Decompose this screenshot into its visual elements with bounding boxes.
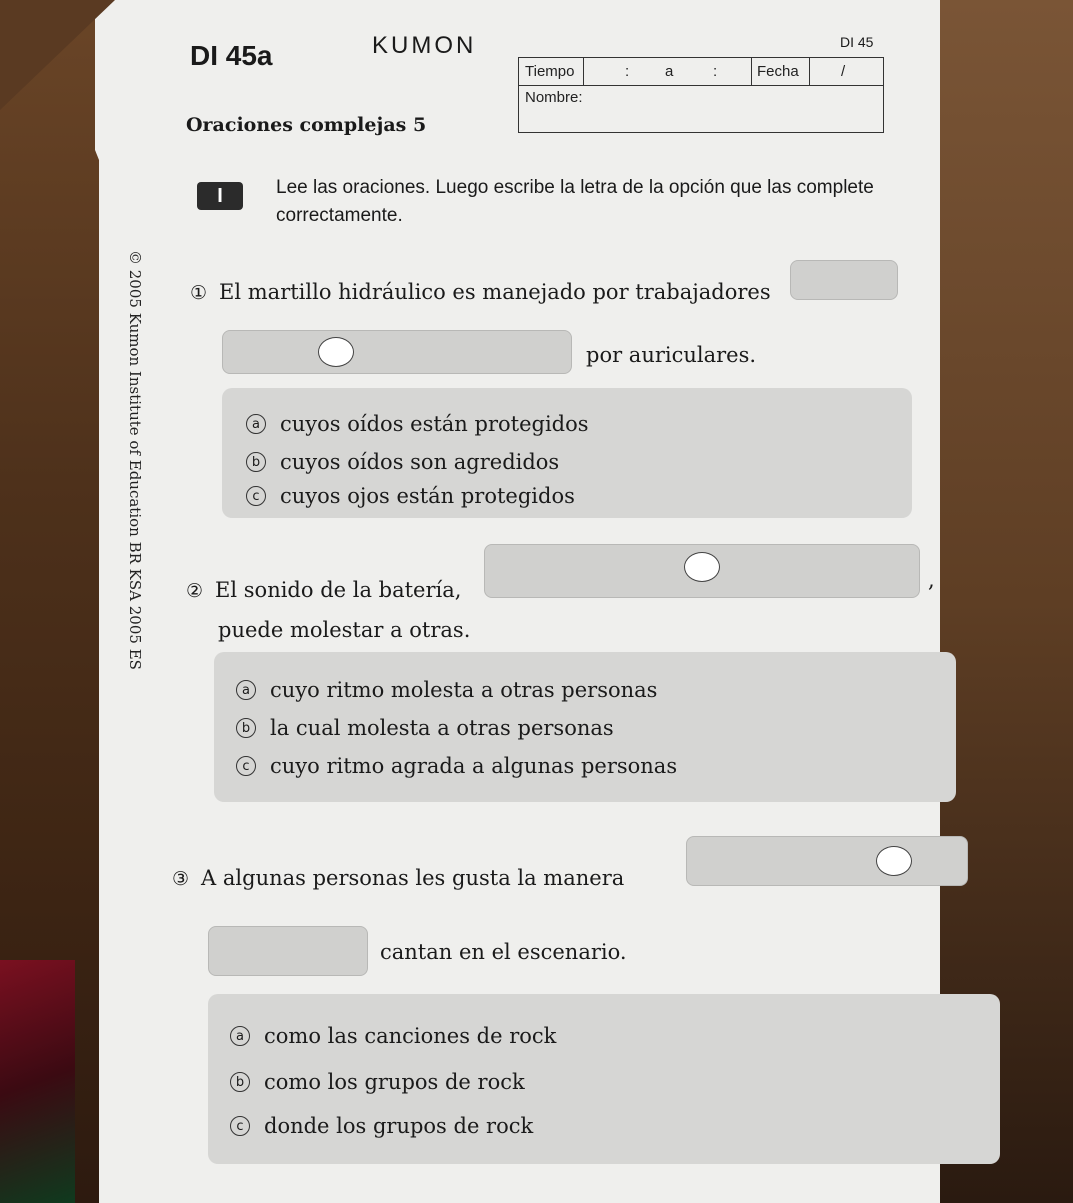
option-2c[interactable] <box>236 754 677 778</box>
option-2a[interactable] <box>236 678 657 702</box>
question-2-line-2: puede molestar a otras. <box>218 618 471 642</box>
worksheet-code-small: DI 45 <box>840 34 874 50</box>
option-1b[interactable] <box>246 450 559 474</box>
option-letter: b <box>230 1072 250 1092</box>
answer-circle-1[interactable] <box>318 337 354 367</box>
option-letter: b <box>246 452 266 472</box>
option-letter: a <box>246 414 266 434</box>
option-letter: c <box>230 1116 250 1136</box>
answer-blank-3b[interactable] <box>208 926 368 976</box>
date-label: Fecha <box>757 63 799 80</box>
time-separator: : <box>625 63 630 80</box>
answer-blank-1a[interactable] <box>790 260 898 300</box>
question-number: ① <box>190 282 208 304</box>
option-letter: a <box>236 680 256 700</box>
option-3a[interactable] <box>230 1024 556 1048</box>
header-info-box <box>518 57 884 133</box>
option-letter: a <box>230 1026 250 1046</box>
option-letter: b <box>236 718 256 738</box>
option-text: la cual molesta a otras personas <box>270 716 614 740</box>
answer-circle-3[interactable] <box>876 846 912 876</box>
copyright-notice: © 2005 Kumon Institute of Education BR KSA 2005 ES <box>126 250 144 670</box>
kumon-logo <box>372 32 476 60</box>
option-text: como los grupos de rock <box>264 1070 525 1094</box>
question-text: A algunas personas les gusta la manera <box>201 866 625 890</box>
question-1-line-2: por auriculares. <box>586 343 757 367</box>
time-label: Tiempo <box>525 63 575 80</box>
instructions: Lee las oraciones. Luego escribe la letra de la opción que las complete correctamente. <box>276 177 874 226</box>
question-3-line-1 <box>172 866 624 890</box>
option-text: como las canciones de rock <box>264 1024 557 1048</box>
option-text: cuyos oídos son agredidos <box>280 450 560 474</box>
option-text: cuyo ritmo molesta a otras personas <box>270 678 658 702</box>
answer-circle-2[interactable] <box>684 552 720 582</box>
option-1a[interactable] <box>246 412 589 436</box>
option-text: cuyos ojos están protegidos <box>280 484 575 508</box>
time-separator: : <box>713 63 718 80</box>
option-text: cuyos oídos están protegidos <box>280 412 589 436</box>
option-letter: c <box>246 486 266 506</box>
time-to-label: a <box>665 63 674 80</box>
option-1c[interactable] <box>246 484 575 508</box>
option-3c[interactable] <box>230 1114 533 1138</box>
time-date-row <box>519 58 883 86</box>
answer-blank-1b[interactable] <box>222 330 572 374</box>
worksheet-code: DI 45a <box>190 40 273 71</box>
question-text: El martillo hidráulico es manejado por trabajadores <box>219 280 771 304</box>
worksheet-subtitle: Oraciones complejas 5 <box>186 114 427 136</box>
question-text: El sonido de la batería, <box>215 578 462 602</box>
date-separator: / <box>841 63 846 80</box>
section-number: I <box>197 182 243 210</box>
divider <box>583 58 584 85</box>
option-2b[interactable] <box>236 716 614 740</box>
fabric-corner <box>0 960 75 1203</box>
option-text: donde los grupos de rock <box>264 1114 534 1138</box>
logo-text: KUMON <box>372 32 477 59</box>
question-number: ③ <box>172 868 190 890</box>
option-3b[interactable] <box>230 1070 525 1094</box>
answer-blank-3a[interactable] <box>686 836 968 886</box>
option-letter: c <box>236 756 256 776</box>
question-number: ② <box>186 580 204 602</box>
question-3-line-2: cantan en el escenario. <box>380 940 627 964</box>
name-label: Nombre: <box>525 89 583 106</box>
question-2-line-1 <box>186 578 461 602</box>
option-text: cuyo ritmo agrada a algunas personas <box>270 754 678 778</box>
comma: , <box>928 568 935 592</box>
question-1-line-1 <box>190 280 771 304</box>
divider <box>809 58 810 85</box>
divider <box>751 58 752 85</box>
